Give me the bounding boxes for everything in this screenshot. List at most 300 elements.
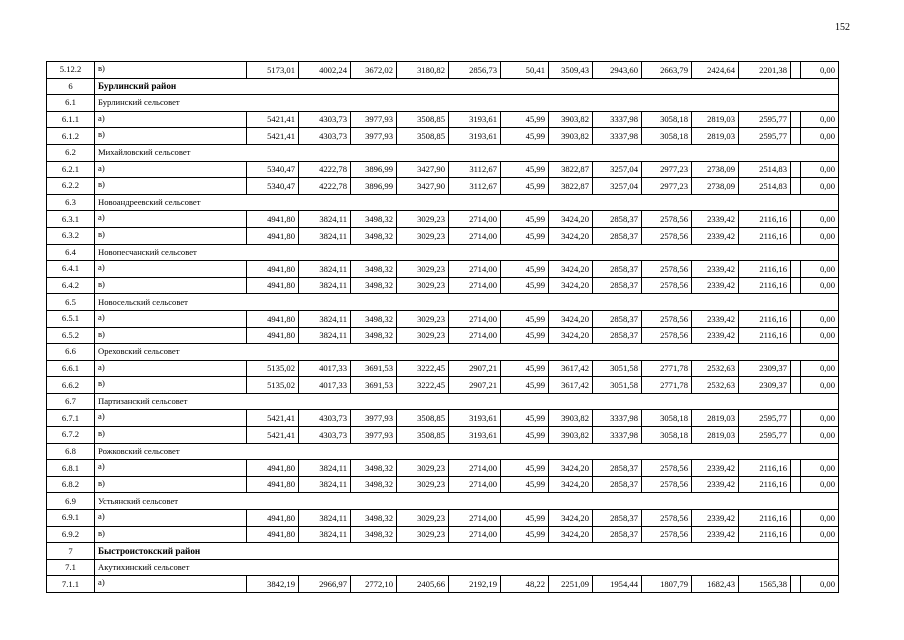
value-cell: 3337,98 bbox=[593, 410, 642, 427]
value-cell: 5340,47 bbox=[247, 178, 299, 195]
table-row bbox=[47, 427, 839, 444]
value-cell: 45,99 bbox=[501, 111, 549, 128]
value-cell: 0,00 bbox=[801, 178, 839, 195]
village-row bbox=[47, 294, 839, 311]
value-cell: 2532,63 bbox=[692, 377, 739, 394]
row-label: в) bbox=[95, 62, 247, 79]
table-row bbox=[47, 111, 839, 128]
value-cell: 3498,32 bbox=[351, 310, 397, 327]
value-cell: 4941,80 bbox=[247, 211, 299, 228]
value-cell: 2714,00 bbox=[449, 211, 501, 228]
value-cell: 3896,99 bbox=[351, 161, 397, 178]
table-row bbox=[47, 576, 839, 593]
village-row bbox=[47, 194, 839, 211]
row-code: 6.2 bbox=[47, 144, 95, 161]
value-cell: 0,00 bbox=[801, 62, 839, 79]
value-cell: 2714,00 bbox=[449, 310, 501, 327]
value-cell: 0,00 bbox=[801, 227, 839, 244]
value-cell: 5421,41 bbox=[247, 128, 299, 145]
value-cell: 3903,82 bbox=[549, 111, 593, 128]
value-cell: 2339,42 bbox=[692, 310, 739, 327]
row-code: 6.6.2 bbox=[47, 377, 95, 394]
value-cell: 2578,56 bbox=[642, 227, 692, 244]
row-code: 7.1.1 bbox=[47, 576, 95, 593]
row-label: а) bbox=[95, 111, 247, 128]
value-cell: 3508,85 bbox=[397, 111, 449, 128]
value-cell: 45,99 bbox=[501, 410, 549, 427]
table-row bbox=[47, 310, 839, 327]
value-cell: 0,00 bbox=[801, 310, 839, 327]
value-cell: 2858,37 bbox=[593, 310, 642, 327]
value-cell: 2339,42 bbox=[692, 476, 739, 493]
value-cell: 2201,38 bbox=[739, 62, 791, 79]
value-cell: 0,00 bbox=[801, 427, 839, 444]
value-cell: 2858,37 bbox=[593, 261, 642, 278]
value-cell: 4002,24 bbox=[299, 62, 351, 79]
value-cell: 2772,10 bbox=[351, 576, 397, 593]
value-cell: 2339,42 bbox=[692, 327, 739, 344]
value-cell: 3193,61 bbox=[449, 427, 501, 444]
value-cell: 4941,80 bbox=[247, 476, 299, 493]
value-cell: 2578,56 bbox=[642, 460, 692, 477]
value-cell: 0,00 bbox=[801, 261, 839, 278]
value-cell: 45,99 bbox=[501, 178, 549, 195]
value-cell: 3257,04 bbox=[593, 161, 642, 178]
value-cell: 2578,56 bbox=[642, 476, 692, 493]
district-row bbox=[47, 78, 839, 95]
value-cell bbox=[791, 310, 801, 327]
value-cell: 2714,00 bbox=[449, 526, 501, 543]
value-cell: 3498,32 bbox=[351, 227, 397, 244]
village-row bbox=[47, 493, 839, 510]
value-cell: 2116,16 bbox=[739, 327, 791, 344]
value-cell: 48,22 bbox=[501, 576, 549, 593]
value-cell: 2595,77 bbox=[739, 427, 791, 444]
value-cell: 3058,18 bbox=[642, 410, 692, 427]
row-code: 6 bbox=[47, 78, 95, 95]
value-cell: 3029,23 bbox=[397, 460, 449, 477]
value-cell: 2405,66 bbox=[397, 576, 449, 593]
value-cell: 45,99 bbox=[501, 377, 549, 394]
value-cell: 0,00 bbox=[801, 211, 839, 228]
table-row bbox=[47, 410, 839, 427]
value-cell: 2116,16 bbox=[739, 227, 791, 244]
value-cell: 3193,61 bbox=[449, 111, 501, 128]
value-cell: 3112,67 bbox=[449, 161, 501, 178]
value-cell: 2424,64 bbox=[692, 62, 739, 79]
value-cell: 3498,32 bbox=[351, 510, 397, 527]
value-cell bbox=[791, 261, 801, 278]
row-code: 6.5.1 bbox=[47, 310, 95, 327]
value-cell: 3029,23 bbox=[397, 277, 449, 294]
value-cell: 0,00 bbox=[801, 111, 839, 128]
value-cell: 3427,90 bbox=[397, 161, 449, 178]
row-label: в) bbox=[95, 327, 247, 344]
village-name: Рожковский сельсовет bbox=[95, 443, 839, 460]
value-cell: 3824,11 bbox=[299, 227, 351, 244]
value-cell: 2339,42 bbox=[692, 460, 739, 477]
value-cell: 1807,79 bbox=[642, 576, 692, 593]
row-code: 6.1 bbox=[47, 95, 95, 112]
value-cell: 3058,18 bbox=[642, 427, 692, 444]
table-row bbox=[47, 360, 839, 377]
value-cell: 3824,11 bbox=[299, 261, 351, 278]
value-cell: 3029,23 bbox=[397, 310, 449, 327]
value-cell: 2977,23 bbox=[642, 178, 692, 195]
district-name: Бурлинский район bbox=[95, 78, 839, 95]
value-cell: 2943,60 bbox=[593, 62, 642, 79]
value-cell: 2907,21 bbox=[449, 360, 501, 377]
value-cell: 45,99 bbox=[501, 211, 549, 228]
table-row bbox=[47, 178, 839, 195]
value-cell: 3424,20 bbox=[549, 510, 593, 527]
value-cell: 0,00 bbox=[801, 526, 839, 543]
row-code: 6.7.2 bbox=[47, 427, 95, 444]
row-code: 6.6.1 bbox=[47, 360, 95, 377]
value-cell: 2116,16 bbox=[739, 476, 791, 493]
value-cell: 2907,21 bbox=[449, 377, 501, 394]
value-cell: 2578,56 bbox=[642, 327, 692, 344]
village-row bbox=[47, 443, 839, 460]
value-cell: 3824,11 bbox=[299, 327, 351, 344]
row-label: а) bbox=[95, 576, 247, 593]
value-cell: 3498,32 bbox=[351, 327, 397, 344]
row-code: 6.8.2 bbox=[47, 476, 95, 493]
value-cell: 3691,53 bbox=[351, 360, 397, 377]
row-label: а) bbox=[95, 261, 247, 278]
value-cell: 2116,16 bbox=[739, 261, 791, 278]
table-row bbox=[47, 460, 839, 477]
value-cell: 4941,80 bbox=[247, 327, 299, 344]
table-row bbox=[47, 261, 839, 278]
value-cell: 2714,00 bbox=[449, 277, 501, 294]
value-cell: 3498,32 bbox=[351, 476, 397, 493]
village-name: Ореховский сельсовет bbox=[95, 344, 839, 361]
village-name: Новосельский сельсовет bbox=[95, 294, 839, 311]
value-cell: 50,41 bbox=[501, 62, 549, 79]
value-cell bbox=[791, 427, 801, 444]
district-name: Быстроистокский район bbox=[95, 543, 839, 560]
value-cell: 2977,23 bbox=[642, 161, 692, 178]
value-cell bbox=[791, 360, 801, 377]
value-cell: 45,99 bbox=[501, 460, 549, 477]
table-row bbox=[47, 526, 839, 543]
row-code: 6.9.1 bbox=[47, 510, 95, 527]
value-cell: 2116,16 bbox=[739, 211, 791, 228]
value-cell: 4941,80 bbox=[247, 261, 299, 278]
row-code: 6.7.1 bbox=[47, 410, 95, 427]
value-cell: 2309,37 bbox=[739, 360, 791, 377]
value-cell: 2578,56 bbox=[642, 261, 692, 278]
value-cell: 0,00 bbox=[801, 476, 839, 493]
value-cell: 5340,47 bbox=[247, 161, 299, 178]
value-cell: 45,99 bbox=[501, 128, 549, 145]
value-cell: 3424,20 bbox=[549, 211, 593, 228]
value-cell: 3977,93 bbox=[351, 111, 397, 128]
value-cell bbox=[791, 460, 801, 477]
value-cell bbox=[791, 510, 801, 527]
row-label: а) bbox=[95, 211, 247, 228]
row-code: 6.3 bbox=[47, 194, 95, 211]
value-cell: 2514,83 bbox=[739, 161, 791, 178]
value-cell: 4303,73 bbox=[299, 427, 351, 444]
value-cell: 45,99 bbox=[501, 327, 549, 344]
value-cell: 4941,80 bbox=[247, 277, 299, 294]
value-cell: 3257,04 bbox=[593, 178, 642, 195]
value-cell: 0,00 bbox=[801, 410, 839, 427]
value-cell: 3824,11 bbox=[299, 526, 351, 543]
value-cell: 3051,58 bbox=[593, 360, 642, 377]
table-row bbox=[47, 227, 839, 244]
value-cell bbox=[791, 178, 801, 195]
value-cell: 2714,00 bbox=[449, 476, 501, 493]
row-code: 6.9 bbox=[47, 493, 95, 510]
row-code: 6.8 bbox=[47, 443, 95, 460]
value-cell: 4222,78 bbox=[299, 178, 351, 195]
value-cell: 45,99 bbox=[501, 510, 549, 527]
value-cell: 2595,77 bbox=[739, 111, 791, 128]
value-cell: 2819,03 bbox=[692, 427, 739, 444]
value-cell: 2858,37 bbox=[593, 211, 642, 228]
value-cell: 3112,67 bbox=[449, 178, 501, 195]
value-cell: 3824,11 bbox=[299, 211, 351, 228]
value-cell: 2714,00 bbox=[449, 227, 501, 244]
value-cell bbox=[791, 227, 801, 244]
value-cell: 0,00 bbox=[801, 161, 839, 178]
value-cell: 2714,00 bbox=[449, 327, 501, 344]
value-cell: 3977,93 bbox=[351, 410, 397, 427]
village-row bbox=[47, 95, 839, 112]
value-cell: 2339,42 bbox=[692, 526, 739, 543]
table-body bbox=[47, 62, 839, 593]
value-cell: 3029,23 bbox=[397, 261, 449, 278]
value-cell: 3822,87 bbox=[549, 161, 593, 178]
value-cell: 3824,11 bbox=[299, 510, 351, 527]
value-cell: 45,99 bbox=[501, 427, 549, 444]
value-cell: 2738,09 bbox=[692, 161, 739, 178]
row-label: а) bbox=[95, 310, 247, 327]
row-code: 6.4.2 bbox=[47, 277, 95, 294]
value-cell: 45,99 bbox=[501, 261, 549, 278]
row-label: в) bbox=[95, 476, 247, 493]
value-cell: 2116,16 bbox=[739, 460, 791, 477]
value-cell: 5135,02 bbox=[247, 360, 299, 377]
value-cell: 2578,56 bbox=[642, 526, 692, 543]
value-cell: 3977,93 bbox=[351, 128, 397, 145]
value-cell: 3424,20 bbox=[549, 476, 593, 493]
value-cell: 3337,98 bbox=[593, 427, 642, 444]
value-cell: 3424,20 bbox=[549, 261, 593, 278]
value-cell: 3222,45 bbox=[397, 360, 449, 377]
value-cell: 3029,23 bbox=[397, 211, 449, 228]
value-cell: 1954,44 bbox=[593, 576, 642, 593]
value-cell: 3617,42 bbox=[549, 360, 593, 377]
value-cell: 3509,43 bbox=[549, 62, 593, 79]
value-cell: 3691,53 bbox=[351, 377, 397, 394]
village-name: Устьянский сельсовет bbox=[95, 493, 839, 510]
value-cell: 3498,32 bbox=[351, 277, 397, 294]
village-name: Партизанский сельсовет bbox=[95, 393, 839, 410]
value-cell: 3498,32 bbox=[351, 526, 397, 543]
value-cell: 3029,23 bbox=[397, 526, 449, 543]
value-cell: 2966,97 bbox=[299, 576, 351, 593]
row-label: в) bbox=[95, 526, 247, 543]
village-name: Михайловский сельсовет bbox=[95, 144, 839, 161]
page-number: 152 bbox=[835, 22, 850, 33]
value-cell bbox=[791, 277, 801, 294]
value-cell: 3824,11 bbox=[299, 277, 351, 294]
value-cell: 3193,61 bbox=[449, 410, 501, 427]
value-cell: 0,00 bbox=[801, 360, 839, 377]
value-cell: 1682,43 bbox=[692, 576, 739, 593]
value-cell: 3824,11 bbox=[299, 310, 351, 327]
value-cell: 2578,56 bbox=[642, 510, 692, 527]
value-cell: 3424,20 bbox=[549, 460, 593, 477]
value-cell bbox=[791, 161, 801, 178]
value-cell: 3424,20 bbox=[549, 277, 593, 294]
row-code: 6.9.2 bbox=[47, 526, 95, 543]
value-cell: 2856,73 bbox=[449, 62, 501, 79]
row-code: 6.5 bbox=[47, 294, 95, 311]
value-cell: 2858,37 bbox=[593, 460, 642, 477]
value-cell: 2532,63 bbox=[692, 360, 739, 377]
value-cell: 0,00 bbox=[801, 510, 839, 527]
value-cell: 2192,19 bbox=[449, 576, 501, 593]
value-cell: 3903,82 bbox=[549, 427, 593, 444]
village-name: Бурлинский сельсовет bbox=[95, 95, 839, 112]
value-cell: 2858,37 bbox=[593, 476, 642, 493]
value-cell: 2738,09 bbox=[692, 178, 739, 195]
value-cell: 5421,41 bbox=[247, 410, 299, 427]
value-cell: 2514,83 bbox=[739, 178, 791, 195]
value-cell: 2858,37 bbox=[593, 526, 642, 543]
row-code: 6.6 bbox=[47, 344, 95, 361]
table-row bbox=[47, 211, 839, 228]
village-name: Акутихинский сельсовет bbox=[95, 559, 839, 576]
value-cell: 4222,78 bbox=[299, 161, 351, 178]
village-row bbox=[47, 393, 839, 410]
value-cell: 45,99 bbox=[501, 310, 549, 327]
value-cell: 3672,02 bbox=[351, 62, 397, 79]
value-cell: 2339,42 bbox=[692, 227, 739, 244]
value-cell: 3508,85 bbox=[397, 410, 449, 427]
row-label: в) bbox=[95, 377, 247, 394]
value-cell bbox=[791, 327, 801, 344]
village-name: Новоандреевский сельсовет bbox=[95, 194, 839, 211]
value-cell: 3508,85 bbox=[397, 427, 449, 444]
row-code: 6.1.2 bbox=[47, 128, 95, 145]
value-cell: 3617,42 bbox=[549, 377, 593, 394]
value-cell: 3029,23 bbox=[397, 327, 449, 344]
value-cell: 2771,78 bbox=[642, 377, 692, 394]
village-row bbox=[47, 344, 839, 361]
value-cell: 3424,20 bbox=[549, 227, 593, 244]
value-cell: 5135,02 bbox=[247, 377, 299, 394]
value-cell bbox=[791, 410, 801, 427]
value-cell: 3903,82 bbox=[549, 128, 593, 145]
row-code: 7.1 bbox=[47, 559, 95, 576]
value-cell: 2309,37 bbox=[739, 377, 791, 394]
value-cell: 3896,99 bbox=[351, 178, 397, 195]
value-cell: 2116,16 bbox=[739, 277, 791, 294]
row-code: 7 bbox=[47, 543, 95, 560]
value-cell: 5421,41 bbox=[247, 111, 299, 128]
village-name: Новопесчанский сельсовет bbox=[95, 244, 839, 261]
value-cell: 4017,33 bbox=[299, 377, 351, 394]
table-row bbox=[47, 277, 839, 294]
value-cell: 2714,00 bbox=[449, 460, 501, 477]
value-cell: 2595,77 bbox=[739, 410, 791, 427]
value-cell: 3824,11 bbox=[299, 460, 351, 477]
value-cell: 3424,20 bbox=[549, 327, 593, 344]
value-cell: 2819,03 bbox=[692, 410, 739, 427]
value-cell: 2858,37 bbox=[593, 510, 642, 527]
value-cell: 3058,18 bbox=[642, 111, 692, 128]
value-cell bbox=[791, 211, 801, 228]
value-cell: 3337,98 bbox=[593, 128, 642, 145]
value-cell: 3842,19 bbox=[247, 576, 299, 593]
row-code: 6.4.1 bbox=[47, 261, 95, 278]
table-row bbox=[47, 128, 839, 145]
value-cell: 3508,85 bbox=[397, 128, 449, 145]
value-cell: 4941,80 bbox=[247, 227, 299, 244]
value-cell: 3193,61 bbox=[449, 128, 501, 145]
row-label: в) bbox=[95, 277, 247, 294]
value-cell bbox=[791, 576, 801, 593]
row-code: 6.5.2 bbox=[47, 327, 95, 344]
table-row bbox=[47, 510, 839, 527]
value-cell: 3180,82 bbox=[397, 62, 449, 79]
tariff-table bbox=[46, 61, 839, 593]
value-cell: 2771,78 bbox=[642, 360, 692, 377]
value-cell: 2663,79 bbox=[642, 62, 692, 79]
value-cell: 2819,03 bbox=[692, 128, 739, 145]
value-cell: 3427,90 bbox=[397, 178, 449, 195]
value-cell: 2251,09 bbox=[549, 576, 593, 593]
value-cell: 2116,16 bbox=[739, 510, 791, 527]
value-cell: 3498,32 bbox=[351, 261, 397, 278]
value-cell bbox=[791, 62, 801, 79]
value-cell: 3822,87 bbox=[549, 178, 593, 195]
table-row bbox=[47, 476, 839, 493]
row-label: в) bbox=[95, 128, 247, 145]
row-label: а) bbox=[95, 410, 247, 427]
row-label: в) bbox=[95, 227, 247, 244]
value-cell: 1565,38 bbox=[739, 576, 791, 593]
value-cell: 3222,45 bbox=[397, 377, 449, 394]
row-label: а) bbox=[95, 510, 247, 527]
value-cell bbox=[791, 128, 801, 145]
row-label: в) bbox=[95, 427, 247, 444]
value-cell: 45,99 bbox=[501, 161, 549, 178]
row-label: в) bbox=[95, 178, 247, 195]
row-code: 6.4 bbox=[47, 244, 95, 261]
value-cell: 0,00 bbox=[801, 460, 839, 477]
value-cell: 45,99 bbox=[501, 360, 549, 377]
row-code: 5.12.2 bbox=[47, 62, 95, 79]
value-cell: 45,99 bbox=[501, 526, 549, 543]
value-cell: 3051,58 bbox=[593, 377, 642, 394]
value-cell: 3058,18 bbox=[642, 128, 692, 145]
row-code: 6.2.1 bbox=[47, 161, 95, 178]
value-cell: 3903,82 bbox=[549, 410, 593, 427]
value-cell: 2339,42 bbox=[692, 261, 739, 278]
row-code: 6.3.2 bbox=[47, 227, 95, 244]
value-cell: 45,99 bbox=[501, 277, 549, 294]
table-row bbox=[47, 62, 839, 79]
value-cell: 3029,23 bbox=[397, 510, 449, 527]
value-cell: 2339,42 bbox=[692, 277, 739, 294]
